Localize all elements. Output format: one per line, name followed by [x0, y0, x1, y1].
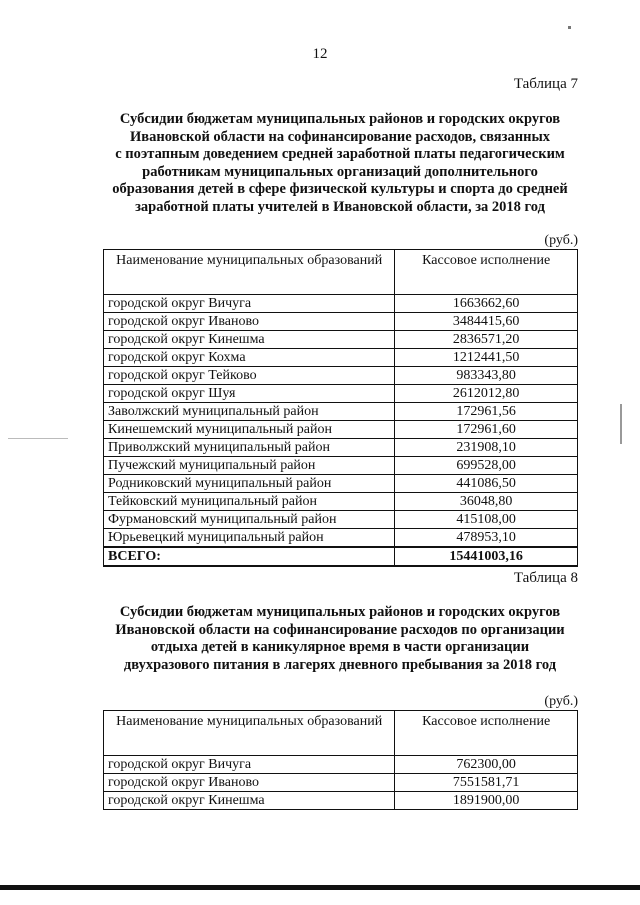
- row-value: 478953,10: [395, 529, 578, 548]
- row-name: Юрьевецкий муниципальный район: [104, 529, 395, 548]
- column-header-value: Кассовое исполнение: [395, 250, 578, 295]
- table7-title: [90, 111, 590, 216]
- row-name: городской округ Вичуга: [104, 295, 395, 313]
- column-header-value: Кассовое исполнение: [395, 711, 578, 756]
- row-name: городской округ Кохма: [104, 349, 395, 367]
- table-row: [104, 439, 578, 457]
- row-name: Кинешемский муниципальный район: [104, 421, 395, 439]
- scan-edge-bar: [0, 885, 640, 890]
- table-row: [104, 331, 578, 349]
- row-value: 36048,80: [395, 493, 578, 511]
- table-row: [104, 367, 578, 385]
- table-row: [104, 493, 578, 511]
- row-value: 1891900,00: [395, 792, 578, 810]
- row-name: Фурмановский муниципальный район: [104, 511, 395, 529]
- table7-units: (руб.): [544, 233, 578, 248]
- row-name: городской округ Тейково: [104, 367, 395, 385]
- table-row: [104, 774, 578, 792]
- row-value: 7551581,71: [395, 774, 578, 792]
- title-line: с поэтапным доведением средней заработной платы педагогическим: [115, 146, 565, 162]
- table-row: [104, 403, 578, 421]
- total-label: ВСЕГО:: [104, 547, 395, 566]
- table8: [103, 710, 578, 810]
- table-row: [104, 421, 578, 439]
- page-number: 12: [312, 46, 328, 62]
- row-name: городской округ Иваново: [104, 313, 395, 331]
- row-name: Приволжский муниципальный район: [104, 439, 395, 457]
- row-name: городской округ Вичуга: [104, 756, 395, 774]
- table-row: [104, 385, 578, 403]
- table8-units: (руб.): [544, 694, 578, 709]
- column-header-name: Наименование муниципальных образований: [104, 711, 395, 756]
- title-line: двухразового питания в лагерях дневного пребывания за 2018 год: [123, 656, 557, 673]
- row-name: Пучежский муниципальный район: [104, 457, 395, 475]
- table7: [103, 249, 578, 567]
- table-row: [104, 457, 578, 475]
- row-name: городской округ Шуя: [104, 385, 395, 403]
- table-row: [104, 756, 578, 774]
- total-value: 15441003,16: [395, 547, 578, 566]
- title-line: отдыха детей в каникулярное время в части организации: [150, 639, 530, 655]
- row-value: 699528,00: [395, 457, 578, 475]
- row-name: городской округ Иваново: [104, 774, 395, 792]
- title-line: Субсидии бюджетам муниципальных районов и городских округов: [119, 604, 561, 620]
- row-value: 415108,00: [395, 511, 578, 529]
- title-line: работникам муниципальных организаций дополнительного: [142, 163, 538, 180]
- row-value: 1212441,50: [395, 349, 578, 367]
- row-value: 231908,10: [395, 439, 578, 457]
- row-value: 172961,56: [395, 403, 578, 421]
- row-value: 2612012,80: [395, 385, 578, 403]
- table-row: [104, 792, 578, 810]
- table7-label: Таблица 7: [513, 76, 578, 92]
- row-name: Тейковский муниципальный район: [104, 493, 395, 511]
- table-row: [104, 295, 578, 313]
- scan-speck: [8, 438, 68, 439]
- row-value: 2836571,20: [395, 331, 578, 349]
- table-row: [104, 475, 578, 493]
- scan-speck: [568, 26, 571, 29]
- row-value: 3484415,60: [395, 313, 578, 331]
- title-line: Субсидии бюджетам муниципальных районов и городских округов: [119, 111, 561, 127]
- title-line: Ивановской области на софинансирование расходов по организации: [115, 621, 565, 638]
- table-row: [104, 511, 578, 529]
- row-value: 441086,50: [395, 475, 578, 493]
- title-line: Ивановской области на софинансирование расходов, связанных: [129, 128, 551, 145]
- table-row: [104, 313, 578, 331]
- title-line: образования детей в сфере физической культуры и спорта до средней: [112, 181, 568, 197]
- row-name: Родниковский муниципальный район: [104, 475, 395, 493]
- row-value: 983343,80: [395, 367, 578, 385]
- table8-title: [90, 604, 590, 674]
- row-value: 1663662,60: [395, 295, 578, 313]
- row-name: городской округ Кинешма: [104, 792, 395, 810]
- row-name: Заволжский муниципальный район: [104, 403, 395, 421]
- table-total-row: [104, 547, 578, 566]
- title-line: заработной платы учителей в Ивановской области, за 2018 год: [135, 198, 545, 215]
- table-row: [104, 349, 578, 367]
- table8-label: Таблица 8: [513, 570, 578, 586]
- table-header-row: [104, 250, 578, 295]
- table-row: [104, 529, 578, 548]
- row-value: 762300,00: [395, 756, 578, 774]
- column-header-name: Наименование муниципальных образований: [104, 250, 395, 295]
- scan-speck: [620, 404, 622, 444]
- table-header-row: [104, 711, 578, 756]
- row-name: городской округ Кинешма: [104, 331, 395, 349]
- row-value: 172961,60: [395, 421, 578, 439]
